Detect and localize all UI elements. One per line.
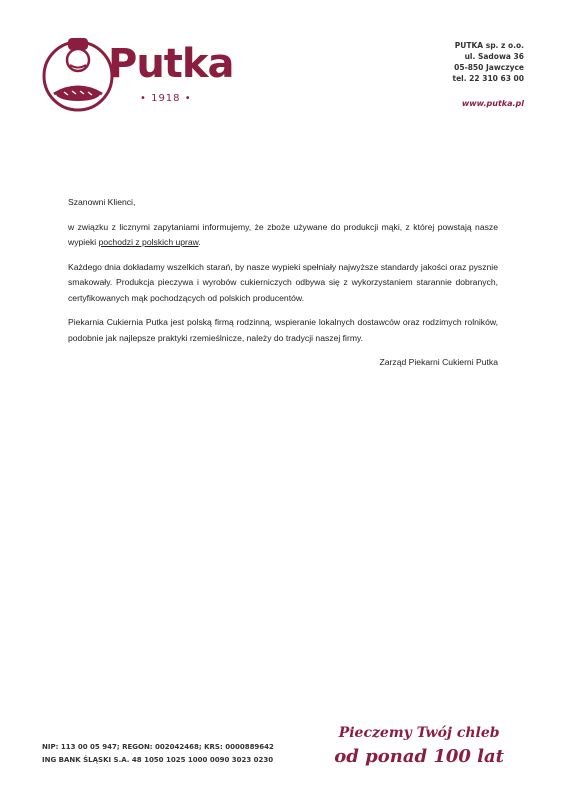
footer-slogan [334,722,504,770]
brand-name: Putka [108,41,234,87]
polish-crops-link[interactable]: pochodzi z polskich upraw [98,237,199,247]
slogan-line-2: od ponad 100 lat [334,746,504,767]
footer-legal [42,741,274,767]
footer-bank-account: ING BANK ŚLĄSKI S.A. 48 1050 1025 1000 0090 3023 0230 [42,756,274,764]
letter-greeting: Szanowni Klienci, [68,197,136,207]
company-city: 05-850 Jawczyce [454,63,524,72]
footer-tax-ids: NIP: 113 00 05 947; REGON: 002042468; KRS: 0000889642 [42,743,274,751]
company-address [452,40,524,84]
company-phone: tel. 22 310 63 00 [452,74,524,83]
company-street: ul. Sadowa 36 [464,52,524,61]
paragraph-1-end: . [198,237,201,247]
brand-year: • 1918 • [140,93,192,104]
letter-paragraph-2: Każdego dnia dokładamy wszelkich starań, by nasze wypieki spełniały najwyższe standardy jakości oraz pysznie smakowały. Produkcja pieczywa i wyrobów cukierniczych odbywa się z wykorzystaniem starannie dobranych, certyfikowanych mąk pochodzących od polskich producentów. [68,261,498,303]
letter-paragraph-1 [68,220,498,251]
letter-signature: Zarząd Piekarni Cukierni Putka [379,357,498,367]
website-link[interactable]: www.putka.pl [461,99,524,108]
letter-body [68,195,498,355]
letter-paragraph-3: Piekarnia Cukiernia Putka jest polską firmą rodzinną, wspieranie lokalnych dostawców oraz rodzimych rolników, podobnie jak najlepsze praktyki rzemieślnicze, należy do tradycji naszej firmy. [68,317,498,343]
slogan-line-1: Pieczemy Twój chleb [338,725,500,741]
paragraph-1-text: w związku z licznymi zapytaniami informujemy, że zboże używane do produkcji mąki, z której powstają nasze wypieki [68,221,498,247]
company-name: PUTKA sp. z o.o. [454,41,524,50]
